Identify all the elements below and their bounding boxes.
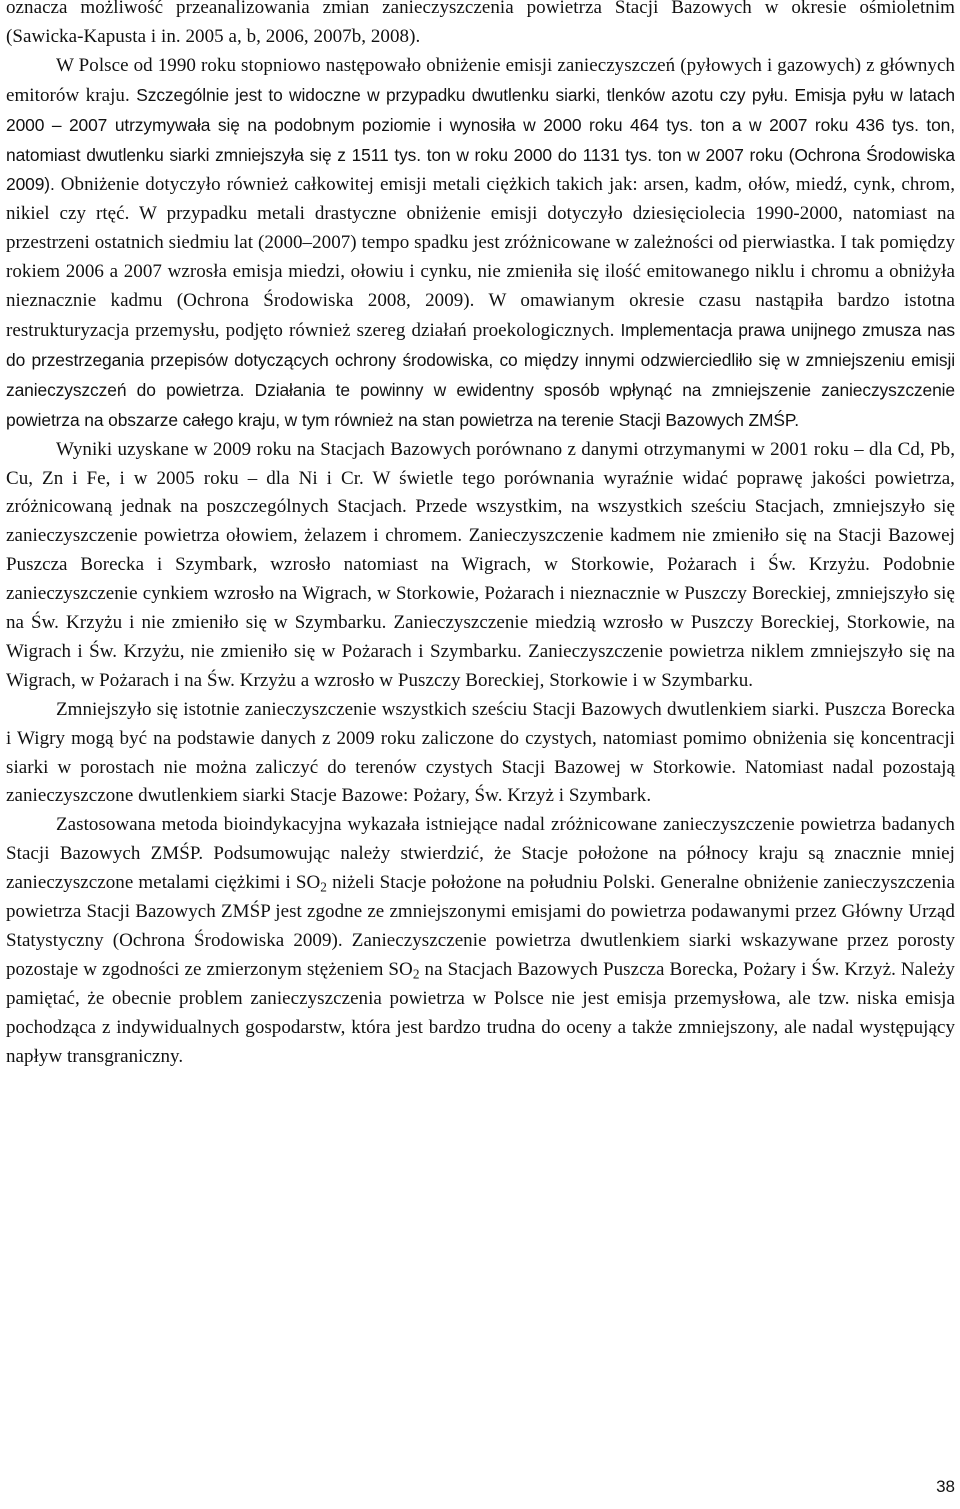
subscript: 2 — [320, 879, 327, 895]
paragraph-text: Obniżenie dotyczyło również całkowitej emisji metali ciężkich takich jak: arsen, kadm, ołów, miedź, cynk, chrom, nikiel czy rtęć. W przypadku metali drastyczne obniżenie emisji dotyczyło dziesięciolecia 1990-2000, natomiast na przestrzeni ostatnich siedmiu lat (2000–2007) tempo spadku jest zróżnicowane w zależności od pierwiastka. I tak pomiędzy rokiem 2006 a 2007 wzrosła emisja miedzi, ołowiu i cynku, nie zmieniła się ilość emitowanego niklu i chromu a obniżyła nieznacznie kadmu (Ochrona Środowiska 2008, 2009). W omawianym okresie czasu nastąpiła bardzo istotna restrukturyzacja przemysłu, podjęto również szereg działań proekologicznych. — [6, 174, 955, 341]
paragraph-text: niżeli Stacje położone na południu Polski. Generalne obniżenie zanieczyszczenia powietrza Stacji Bazowych ZMŚP jest zgodne ze zmniejszonymi emisjami do powietrza podawanymi przez Główny Urząd Statystyczny (Ochrona Środowiska 2009). Zanieczyszczenie powietrza dwutlenkiem siarki wskazywane przez porosty pozostaje w zgodności ze zmierzonym stężeniem SO — [6, 872, 955, 980]
paragraph-text-alt-font: Szczególnie jest to widoczne w przypadku dwutlenku siarki, tlenków azotu czy pyłu. Emisja pyłu w latach 2000 – 2007 utrzymywała się na podobnym poziomie i wynosiła w 2000 roku 464 tys. ton a w 2007 roku 436 tys. ton, natomiast dwutlenku siarki zmniejszyła się z 1511 tys. ton w roku 2000 do 1131 tys. ton w 2007 roku (Ochrona Środowiska 2009). — [6, 84, 955, 195]
paragraph-summary — [6, 811, 955, 1071]
paragraph-text: W Polsce od 1990 roku stopniowo następowało obniżenie emisji zanieczyszczeń (pyłowych i gazowych) z głównych emitorów kraju. — [6, 54, 955, 106]
paragraph-text: oznacza możliwość przeanalizowania zmian zanieczyszczenia powietrza Stacji Bazowych w okresie ośmioletnim (Sawicka-Kapusta i in. 2005 a, b, 2006, 2007b, 2008). — [6, 0, 955, 47]
paragraph-emissions — [6, 52, 955, 436]
paragraph-text: na Stacjach Bazowych Puszcza Borecka, Pożary i Św. Krzyż. Należy pamiętać, że obecnie problem zanieczyszczenia powietrza w Polsce nie jest emisja przemysłowa, ale tzw. niska emisja pochodząca z indywidualnych gospodarstw, która jest bardzo trudna do oceny a także zmniejszony, ale nadal występujący napływ transgraniczny. — [6, 958, 955, 1067]
paragraph-text: Zmniejszyło się istotnie zanieczyszczenie wszystkich sześciu Stacji Bazowych dwutlenkiem siarki. Puszcza Borecka i Wigry mogą być na podstawie danych z 2009 roku zaliczone do czystych, natomiast pomimo obniżenia się koncentracji siarki w porostach nie można zaliczyć do terenów czystych Stacji Bazowej w Storkowie. Natomiast nadal pozostają zanieczyszczone dwutlenkiem siarki Stacje Bazowe: Pożary, Św. Krzyż i Szymbark. — [6, 698, 955, 807]
paragraph-text: Wyniki uzyskane w 2009 roku na Stacjach Bazowych porównano z danymi otrzymanymi w 2001 roku – dla Cd, Pb, Cu, Zn i Fe, i w 2005 roku – dla Ni i Cr. W świetle tego porównania wyraźnie widać poprawę jakości powietrza, zróżnicowaną jednak na poszczególnych Stacjach. Przede wszystkim, na wszystkich sześciu Stacjach, zmniejszyło się zanieczyszczenie powietrza ołowiem, żelazem i chromem. Zanieczyszczenie kadmem nie zmieniło się na Stacji Bazowej Puszcza Borecka i Szymbark, wzrosło natomiast na Wigrach, w Storkowie, Pożarach i Św. Krzyżu. Podobnie zanieczyszczenie cynkiem wzrosło na Wigrach, w Storkowie, Pożarach i nieznacznie w Puszczy Boreckiej, zmniejszyło się na Św. Krzyżu i nie zmieniło się w Szymbarku. Zanieczyszczenie miedzią wzrosło w Puszczy Boreckiej, Storkowie, na Wigrach i Św. Krzyżu, nie zmieniło się w Pożarach i Szymbarku. Zanieczyszczenie powietrza niklem zmniejszyło się na Wigrach, w Pożarach i na Św. Krzyżu a wzrosło w Puszczy Boreckiej, Storkowie i w Szymbarku. — [6, 438, 955, 691]
paragraph-text-alt-font: Implementacja prawa unijnego zmusza nas do przestrzegania przepisów dotyczących ochrony środowiska, co między innymi odzwierciedliło się w zmniejszeniu emisji zanieczyszczeń do powietrza. Działania te powinny w ewidentny sposób wpłynąć na zmniejszenie zanieczyszczenie powietrza na obszarze całego kraju, w tym również na stan powietrza na terenie Stacji Bazowych ZMŚP. — [6, 319, 955, 430]
paragraph-continuation — [6, 0, 955, 52]
subscript: 2 — [412, 966, 420, 982]
page-number: 38 — [936, 1477, 955, 1496]
paragraph-sulfur-dioxide — [6, 696, 955, 812]
paragraph-text: Zastosowana metoda bioindykacyjna wykazała istniejące nadal zróżnicowane zanieczyszczenie powietrza badanych Stacji Bazowych ZMŚP. Podsumowując należy stwierdzić, że Stacje położone na północy kraju są znacznie mniej zanieczyszczone metalami ciężkimi i SO — [6, 814, 955, 894]
paragraph-results-2009 — [6, 436, 955, 696]
